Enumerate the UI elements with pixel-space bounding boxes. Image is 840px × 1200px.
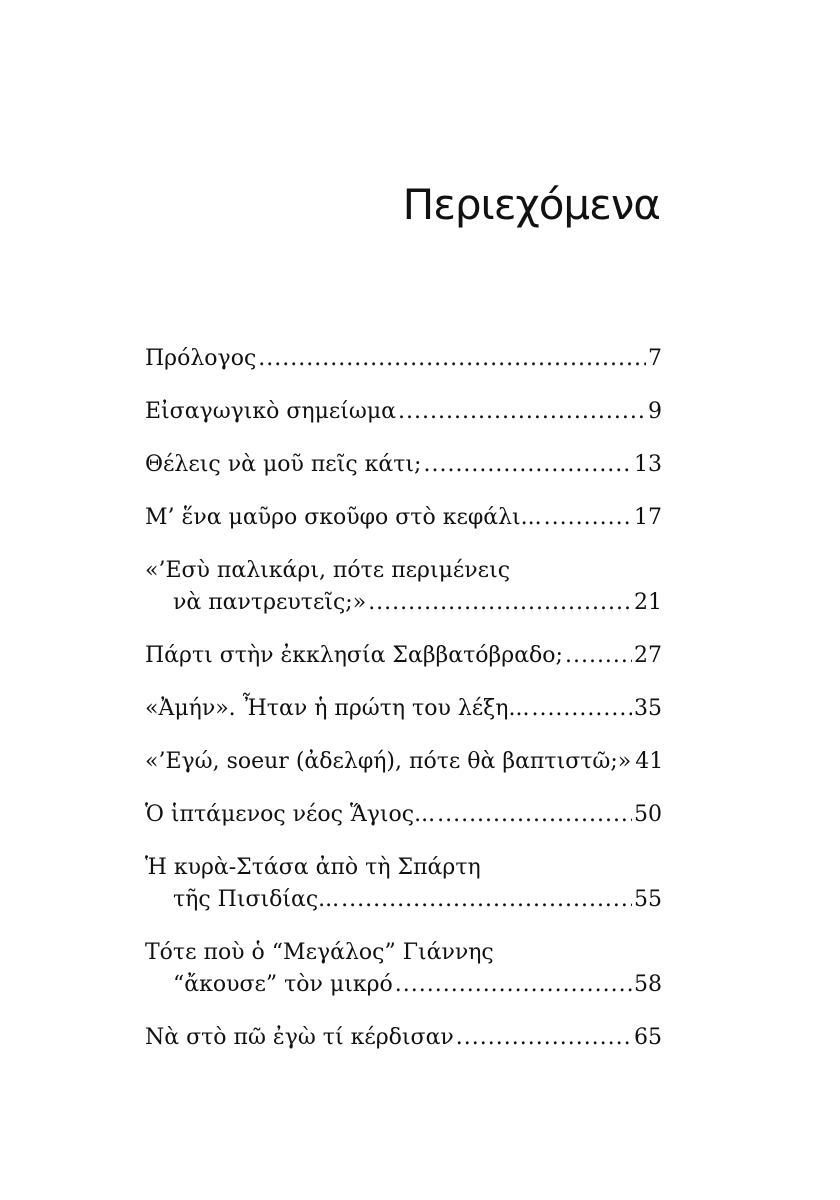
toc-page-number: 17: [634, 505, 662, 530]
toc-entry[interactable]: [145, 343, 662, 375]
toc-entry[interactable]: [145, 396, 662, 428]
toc-leader-dots: [544, 502, 632, 534]
toc-page-number: 41: [635, 749, 664, 774]
toc-page-number: 58: [634, 972, 662, 997]
toc-leader-dots: [531, 693, 632, 725]
toc-entry-title: τῆς Πισιδίας...: [173, 887, 340, 912]
toc-entry-title: Νὰ στὸ πῶ ἐγὼ τί κέρδισαν: [145, 1025, 454, 1050]
toc-entry[interactable]: [145, 1022, 662, 1054]
toc-entry[interactable]: [145, 746, 662, 778]
toc-entry[interactable]: [145, 852, 662, 916]
toc-leader-dots: [341, 884, 632, 916]
toc-leader-dots: [398, 396, 646, 428]
page-title: Περιεχόμενα: [402, 180, 660, 229]
toc-page-number: 50: [634, 802, 662, 827]
toc-entry-title-line: Τότε ποὺ ὁ “Μεγάλος” Γιάννης: [145, 940, 494, 965]
toc-leader-dots: [258, 343, 646, 375]
table-of-contents: [145, 343, 662, 1075]
toc-entry-title: Ὁ ἱπτάμενος νέος Ἅγιος...: [145, 802, 436, 827]
toc-leader-dots: [437, 799, 632, 831]
toc-page-number: 13: [634, 452, 662, 477]
toc-page-number: 55: [634, 887, 662, 912]
toc-entry-title: Θέλεις νὰ μοῦ πεῖς κάτι;: [145, 452, 422, 477]
toc-entry[interactable]: [145, 555, 662, 619]
toc-page-number: 21: [634, 590, 662, 615]
toc-page-number: 65: [634, 1025, 662, 1050]
toc-entry[interactable]: [145, 640, 662, 672]
toc-entry[interactable]: [145, 693, 662, 725]
toc-entry-title: “ἄκουσε” τὸν μικρό: [173, 972, 393, 997]
toc-leader-dots: [368, 587, 632, 619]
toc-entry[interactable]: [145, 799, 662, 831]
toc-entry-title: Πρόλογος: [145, 346, 257, 371]
toc-entry[interactable]: [145, 502, 662, 534]
toc-entry-title: «Ἀμήν». Ἦταν ἡ πρώτη του λέξη...: [145, 696, 530, 721]
toc-entry-title: Εἰσαγωγικὸ σημείωμα: [145, 399, 397, 424]
toc-leader-dots: [423, 449, 632, 481]
toc-entry-title: Πάρτι στὴν ἐκκλησία Σαββατόβραδο;: [145, 643, 563, 668]
toc-page-number: 7: [648, 346, 662, 371]
toc-page-number: 27: [634, 643, 662, 668]
toc-entry-title: «’Εγώ, soeur (ἀδελφή), πότε θὰ βαπτιστῶ;»: [145, 749, 632, 774]
toc-leader-dots: [565, 640, 632, 672]
toc-entry-title: Μ’ ἕνα μαῦρο σκοῦφο στὸ κεφάλι...: [145, 505, 542, 530]
toc-leader-dots: [456, 1022, 632, 1054]
toc-entry-title: νὰ παντρευτεῖς;»: [173, 590, 367, 615]
toc-leader-dots: [395, 969, 632, 1001]
toc-entry-title-line: «’Εσὺ παλικάρι, πότε περιμένεις: [145, 558, 511, 583]
toc-entry[interactable]: [145, 449, 662, 481]
toc-entry[interactable]: [145, 937, 662, 1001]
toc-page-number: 35: [634, 696, 662, 721]
toc-entry-title-line: Ἡ κυρὰ-Στάσα ἀπὸ τὴ Σπάρτη: [145, 855, 481, 880]
toc-page-number: 9: [648, 399, 662, 424]
